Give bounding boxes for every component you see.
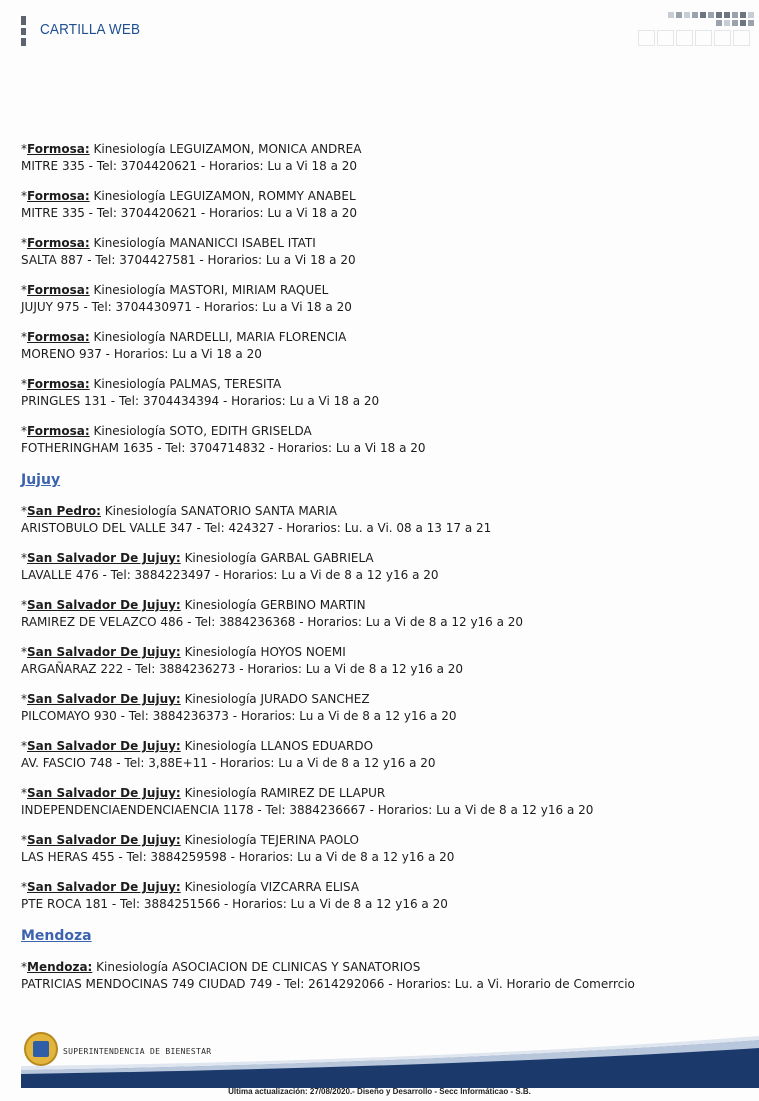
header-accent-bar xyxy=(21,16,26,46)
decor-square xyxy=(700,12,706,18)
bullet-asterisk: * xyxy=(21,236,27,250)
provider-address: PATRICIAS MENDOCINAS 749 CIUDAD 749 - Tel: 2614292066 - Horarios: Lu. a Vi. Horario de Comerrcio xyxy=(21,977,635,991)
city-label: Formosa: xyxy=(27,283,90,297)
bullet-asterisk: * xyxy=(21,283,27,297)
decor-box xyxy=(657,30,674,46)
last-update-note: Ultima actualización: 27/08/2020.- Diseño y Desarrollo - Secc Informáticao - S.B. xyxy=(228,1087,531,1096)
provider-address: RAMIREZ DE VELAZCO 486 - Tel: 3884236368 - Horarios: Lu a Vi de 8 a 12 y16 a 20 xyxy=(21,615,524,629)
bullet-asterisk: * xyxy=(21,598,27,612)
decor-square xyxy=(732,12,738,18)
provider-address: INDEPENDENCIAENDENCIAENCIA 1178 - Tel: 3884236667 - Horarios: Lu a Vi de 8 a 12 y16 a 20 xyxy=(21,803,594,817)
provider-address: PRINGLES 131 - Tel: 3704434394 - Horarios: Lu a Vi 18 a 20 xyxy=(21,394,380,408)
provider-entry xyxy=(21,832,741,866)
city-label: San Pedro: xyxy=(27,504,101,518)
provider-name: Kinesiología MANANICCI ISABEL ITATI xyxy=(93,236,316,250)
city-label: San Salvador De Jujuy: xyxy=(27,833,181,847)
provider-list xyxy=(21,141,741,1006)
decor-square xyxy=(748,12,754,18)
decor-square xyxy=(708,12,714,18)
bullet-asterisk: * xyxy=(21,551,27,565)
bullet-asterisk: * xyxy=(21,504,27,518)
provider-entry xyxy=(21,738,741,772)
city-label: San Salvador De Jujuy: xyxy=(27,551,181,565)
provider-name: Kinesiología ASOCIACION DE CLINICAS Y SANATORIOS xyxy=(96,960,421,974)
provider-entry xyxy=(21,644,741,678)
decor-box xyxy=(695,30,712,46)
provider-address: PILCOMAYO 930 - Tel: 3884236373 - Horarios: Lu a Vi de 8 a 12 y16 a 20 xyxy=(21,709,457,723)
decor-square xyxy=(668,12,674,18)
provider-entry xyxy=(21,188,741,222)
city-label: Formosa: xyxy=(27,377,90,391)
bullet-asterisk: * xyxy=(21,880,27,894)
bullet-asterisk: * xyxy=(21,786,27,800)
provider-address: FOTHERINGHAM 1635 - Tel: 3704714832 - Horarios: Lu a Vi 18 a 20 xyxy=(21,441,426,455)
provider-name: Kinesiología HOYOS NOEMI xyxy=(184,645,346,659)
decor-square xyxy=(676,12,682,18)
provider-address: AV. FASCIO 748 - Tel: 3,88E+11 - Horarios: Lu a Vi de 8 a 12 y16 a 20 xyxy=(21,756,436,770)
provider-entry xyxy=(21,550,741,584)
decor-square xyxy=(740,12,746,18)
decor-square xyxy=(732,20,738,26)
provider-entry xyxy=(21,282,741,316)
city-label: San Salvador De Jujuy: xyxy=(27,786,181,800)
provider-address: MORENO 937 - Horarios: Lu a Vi 18 a 20 xyxy=(21,347,262,361)
bullet-asterisk: * xyxy=(21,424,27,438)
decor-box xyxy=(714,30,731,46)
page-header xyxy=(0,0,759,60)
footer-organization: SUPERINTENDENCIA DE BIENESTAR xyxy=(63,1047,212,1056)
footer-band-graphic xyxy=(21,1026,759,1088)
decor-box xyxy=(676,30,693,46)
provider-entry xyxy=(21,959,741,993)
decor-square xyxy=(724,20,730,26)
provider-name: Kinesiología TEJERINA PAOLO xyxy=(184,833,360,847)
city-label: San Salvador De Jujuy: xyxy=(27,645,181,659)
provider-address: MITRE 335 - Tel: 3704420621 - Horarios: Lu a Vi 18 a 20 xyxy=(21,206,358,220)
institution-seal-icon xyxy=(24,1032,58,1066)
page-footer xyxy=(21,1026,759,1088)
header-decoration xyxy=(638,12,758,48)
city-label: Formosa: xyxy=(27,236,90,250)
provider-name: Kinesiología GERBINO MARTIN xyxy=(184,598,366,612)
provider-address: LAS HERAS 455 - Tel: 3884259598 - Horarios: Lu a Vi de 8 a 12 y16 a 20 xyxy=(21,850,455,864)
provider-name: Kinesiología GARBAL GABRIELA xyxy=(184,551,374,565)
city-label: Formosa: xyxy=(27,142,90,156)
provider-entry xyxy=(21,879,741,913)
provider-name: Kinesiología JURADO SANCHEZ xyxy=(184,692,370,706)
provider-address: PTE ROCA 181 - Tel: 3884251566 - Horarios: Lu a Vi de 8 a 12 y16 a 20 xyxy=(21,897,448,911)
provider-name: Kinesiología LEGUIZAMON, ROMMY ANABEL xyxy=(93,189,356,203)
provider-address: MITRE 335 - Tel: 3704420621 - Horarios: Lu a Vi 18 a 20 xyxy=(21,159,358,173)
provider-entry xyxy=(21,141,741,175)
decor-square xyxy=(684,12,690,18)
city-label: Mendoza: xyxy=(27,960,93,974)
bullet-asterisk: * xyxy=(21,960,27,974)
provider-name: Kinesiología SOTO, EDITH GRISELDA xyxy=(93,424,312,438)
provider-address: ARGAÑARAZ 222 - Tel: 3884236273 - Horarios: Lu a Vi de 8 a 12 y16 a 20 xyxy=(21,662,464,676)
decor-square xyxy=(748,20,754,26)
provider-name: Kinesiología MASTORI, MIRIAM RAQUEL xyxy=(93,283,329,297)
provider-name: Kinesiología RAMIREZ DE LLAPUR xyxy=(184,786,386,800)
bullet-asterisk: * xyxy=(21,377,27,391)
provider-entry xyxy=(21,503,741,537)
bullet-asterisk: * xyxy=(21,645,27,659)
page-title: CARTILLA WEB xyxy=(40,21,141,38)
provider-name: Kinesiología NARDELLI, MARIA FLORENCIA xyxy=(93,330,347,344)
city-label: San Salvador De Jujuy: xyxy=(27,598,181,612)
region-heading: Mendoza xyxy=(21,928,92,944)
provider-address: LAVALLE 476 - Tel: 3884223497 - Horarios: Lu a Vi de 8 a 12 y16 a 20 xyxy=(21,568,439,582)
city-label: San Salvador De Jujuy: xyxy=(27,880,181,894)
decor-box xyxy=(638,30,655,46)
city-label: Formosa: xyxy=(27,330,90,344)
provider-name: Kinesiología PALMAS, TERESITA xyxy=(93,377,282,391)
city-label: Formosa: xyxy=(27,424,90,438)
decor-box xyxy=(733,30,750,46)
bullet-asterisk: * xyxy=(21,189,27,203)
provider-address: SALTA 887 - Tel: 3704427581 - Horarios: Lu a Vi 18 a 20 xyxy=(21,253,356,267)
decor-square xyxy=(724,12,730,18)
city-label: San Salvador De Jujuy: xyxy=(27,692,181,706)
bullet-asterisk: * xyxy=(21,142,27,156)
bullet-asterisk: * xyxy=(21,833,27,847)
decor-square xyxy=(716,20,722,26)
decor-square xyxy=(716,12,722,18)
provider-entry xyxy=(21,235,741,269)
decor-square xyxy=(692,12,698,18)
provider-name: Kinesiología LLANOS EDUARDO xyxy=(184,739,374,753)
provider-entry xyxy=(21,423,741,457)
provider-address: ARISTOBULO DEL VALLE 347 - Tel: 424327 - Horarios: Lu. a Vi. 08 a 13 17 a 21 xyxy=(21,521,492,535)
city-label: Formosa: xyxy=(27,189,90,203)
provider-name: Kinesiología VIZCARRA ELISA xyxy=(184,880,360,894)
provider-entry xyxy=(21,376,741,410)
provider-name: Kinesiología LEGUIZAMON, MONICA ANDREA xyxy=(93,142,362,156)
provider-entry xyxy=(21,691,741,725)
city-label: San Salvador De Jujuy: xyxy=(27,739,181,753)
bullet-asterisk: * xyxy=(21,330,27,344)
provider-entry xyxy=(21,597,741,631)
provider-name: Kinesiología SANATORIO SANTA MARIA xyxy=(104,504,338,518)
provider-address: JUJUY 975 - Tel: 3704430971 - Horarios: Lu a Vi 18 a 20 xyxy=(21,300,352,314)
region-heading: Jujuy xyxy=(21,472,61,488)
provider-entry xyxy=(21,785,741,819)
decor-square xyxy=(740,20,746,26)
provider-entry xyxy=(21,329,741,363)
bullet-asterisk: * xyxy=(21,692,27,706)
bullet-asterisk: * xyxy=(21,739,27,753)
